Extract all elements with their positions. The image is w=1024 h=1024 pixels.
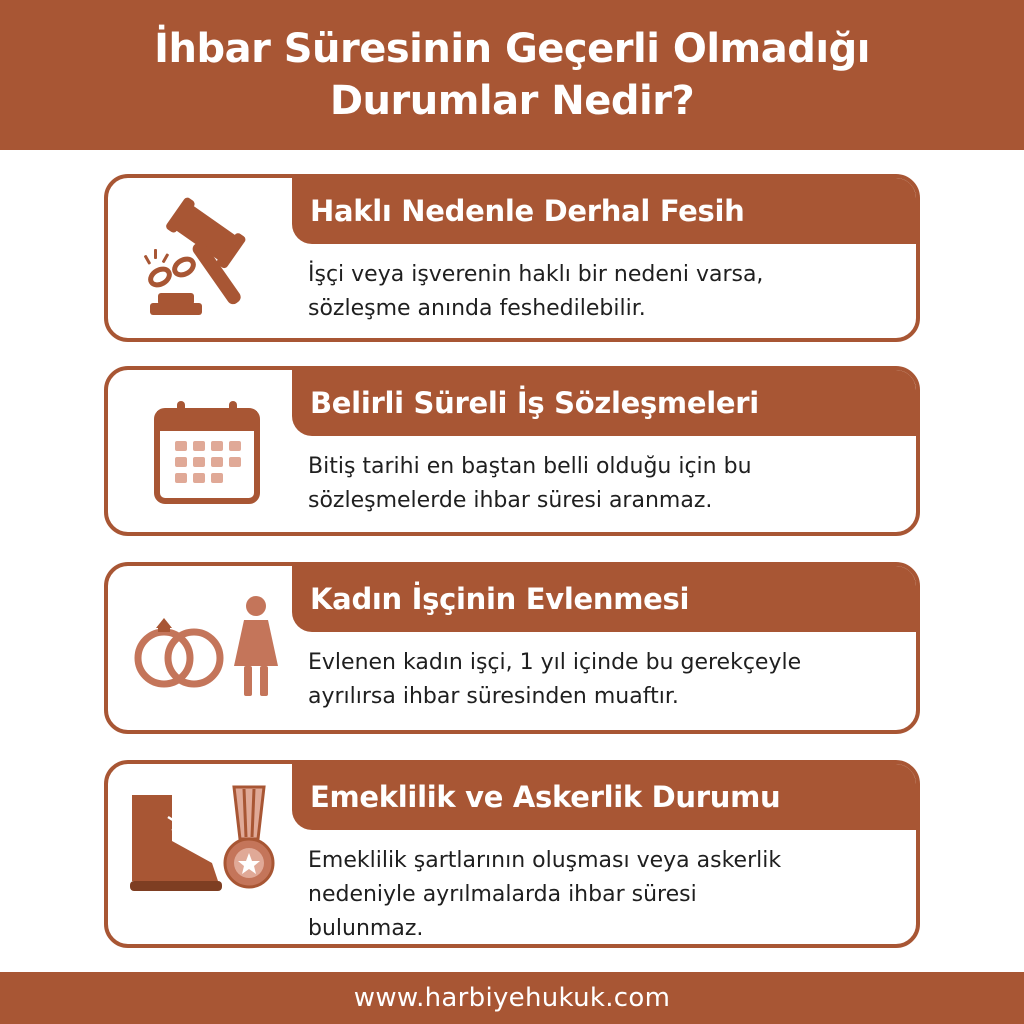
card-title: Belirli Süreli İş Sözleşmeleri	[292, 370, 916, 436]
website-url: www.harbiyehukuk.com	[353, 983, 671, 1013]
page-header	[0, 0, 1024, 150]
gavel-broken-chain-icon	[122, 192, 292, 328]
calendar-icon	[122, 384, 292, 520]
card-title: Haklı Nedenle Derhal Fesih	[292, 178, 916, 244]
card-description: Bitiş tarihi en baştan belli olduğu için bu sözleşmelerde ihbar süresi aranmaz.	[308, 454, 752, 513]
card-title: Emeklilik ve Askerlik Durumu	[292, 764, 916, 830]
card-title: Kadın İşçinin Evlenmesi	[292, 566, 916, 632]
info-card-female-worker-marriage	[104, 562, 920, 734]
wedding-rings-woman-icon	[122, 580, 292, 716]
footer	[0, 972, 1024, 1024]
info-card-retirement-military	[104, 760, 920, 948]
card-description: Evlenen kadın işçi, 1 yıl içinde bu gerekçeyle ayrılırsa ihbar süresinden muaftır.	[308, 650, 802, 709]
info-card-fixed-term-contracts	[104, 366, 920, 536]
card-description: İşçi veya işverenin haklı bir nedeni varsa, sözleşme anında feshedilebilir.	[308, 262, 764, 321]
card-description: Emeklilik şartlarının oluşması veya askerlik nedeniyle ayrılmalarda ihbar süresi bulunmaz.	[308, 848, 782, 941]
info-card-justified-termination	[104, 174, 920, 342]
page-title-line-1: İhbar Süresinin Geçerli Olmadığı	[154, 26, 870, 72]
page-title-line-2: Durumlar Nedir?	[329, 78, 695, 124]
boot-medal-icon	[122, 778, 292, 914]
